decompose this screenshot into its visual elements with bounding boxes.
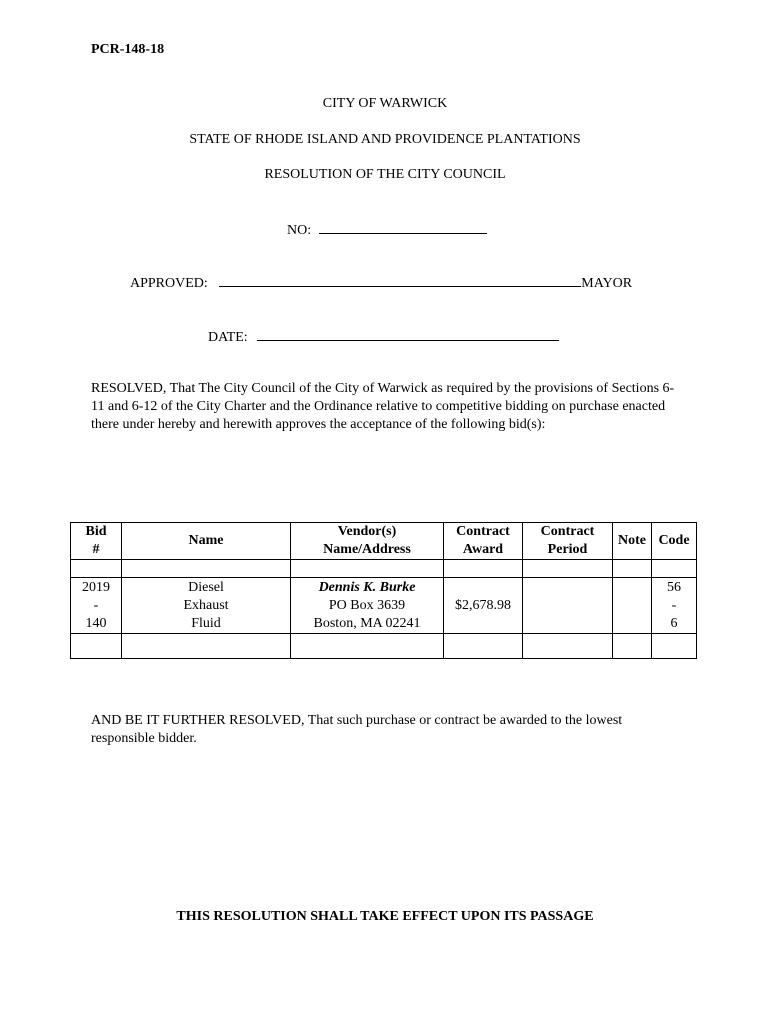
- resolution-heading: RESOLUTION OF THE CITY COUNCIL: [264, 167, 506, 182]
- closing-statement: THIS RESOLUTION SHALL TAKE EFFECT UPON ITS PASSAGE: [176, 909, 594, 924]
- header-name: Name: [122, 523, 291, 560]
- cell-code: 56 - 6: [652, 578, 697, 634]
- resolved-paragraph: RESOLVED, That The City Council of the City of Warwick as required by the provisions of Sections 6-11 and 6-12 of the City Charter and the Ordinance relative to competitive bidding on purchase enacted there under hereby and herewith approves the acceptance of the following bid(s):: [91, 381, 675, 432]
- table-row: [71, 578, 697, 634]
- cell-vendor: Dennis K. Burke PO Box 3639 Boston, MA 02241: [291, 578, 444, 634]
- number-field: [287, 221, 487, 239]
- approved-blank-line: [219, 274, 581, 287]
- table-spacer-row: [71, 560, 697, 578]
- number-blank-line: [319, 221, 487, 234]
- approved-field: [130, 274, 632, 292]
- date-field: [208, 328, 559, 346]
- state-heading: STATE OF RHODE ISLAND AND PROVIDENCE PLANTATIONS: [189, 132, 581, 147]
- number-label: NO:: [287, 223, 312, 238]
- document-id: PCR-148-18: [91, 42, 165, 57]
- mayor-label: MAYOR: [581, 276, 633, 291]
- header-vendor: Vendor(s) Name/Address: [291, 523, 444, 560]
- vendor-name: Dennis K. Burke: [318, 579, 416, 595]
- cell-contract-period: [523, 578, 613, 634]
- header-contract-period: Contract Period: [523, 523, 613, 560]
- bid-table: [70, 522, 697, 659]
- header-note: Note: [613, 523, 652, 560]
- header-bid: Bid #: [71, 523, 122, 560]
- cell-contract-award: $2,678.98: [444, 578, 523, 634]
- header-code: Code: [652, 523, 697, 560]
- cell-name: Diesel Exhaust Fluid: [122, 578, 291, 634]
- cell-note: [613, 578, 652, 634]
- cell-bid: 2019 - 140: [71, 578, 122, 634]
- table-empty-row: [71, 634, 697, 659]
- header-contract-award: Contract Award: [444, 523, 523, 560]
- further-resolved-paragraph: AND BE IT FURTHER RESOLVED, That such purchase or contract be awarded to the lowest responsible bidder.: [91, 713, 623, 746]
- city-heading: CITY OF WARWICK: [322, 96, 448, 111]
- date-blank-line: [257, 328, 559, 341]
- approved-label: APPROVED:: [130, 276, 208, 291]
- date-label: DATE:: [208, 330, 248, 345]
- table-header-row: [71, 523, 697, 560]
